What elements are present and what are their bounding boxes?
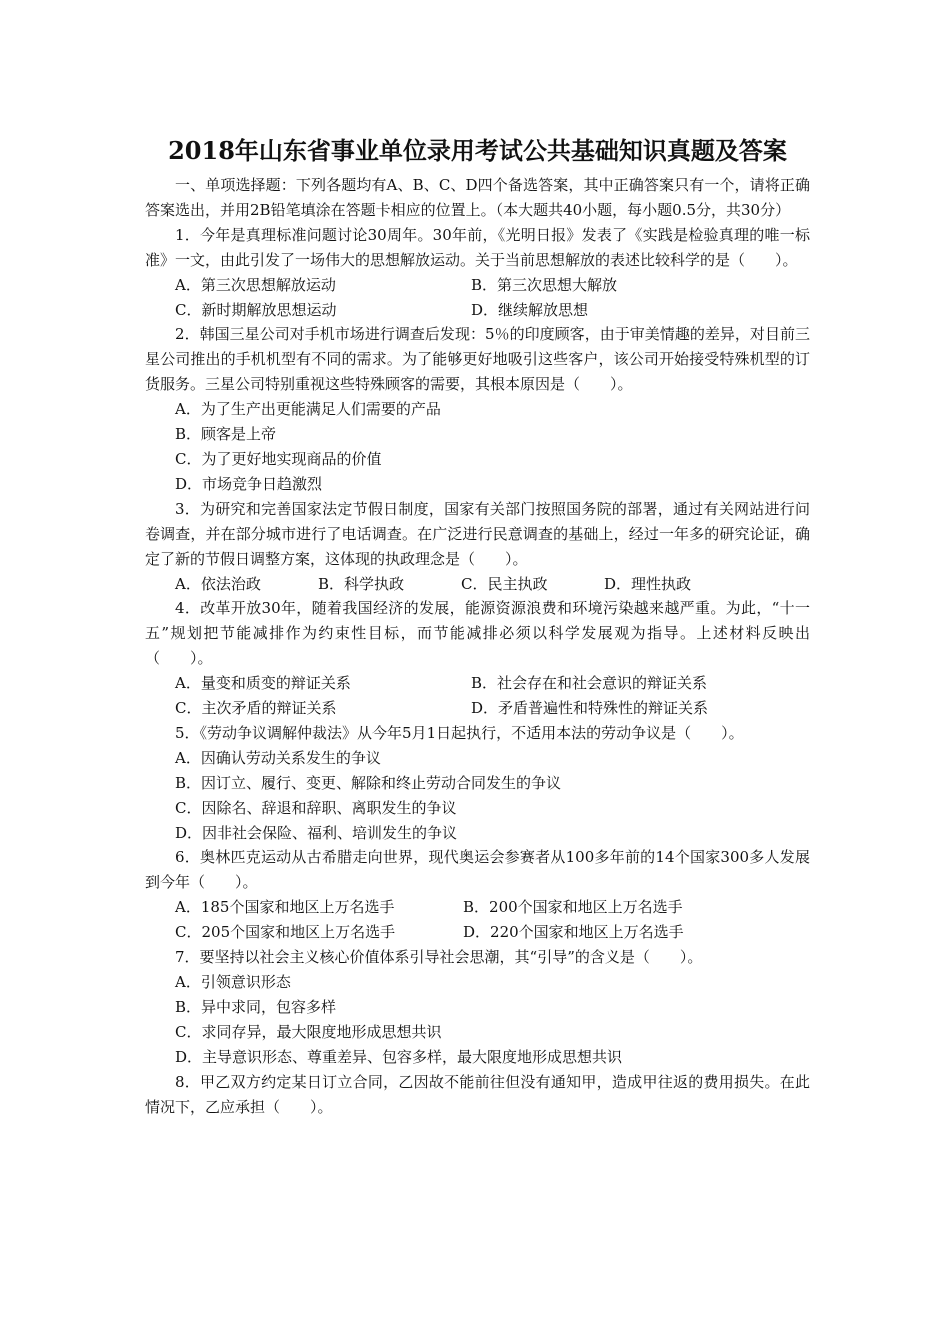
question-3-option-a: A．依法治政 <box>175 574 261 593</box>
question-3-option-c: C．民主执政 <box>461 574 548 593</box>
question-4-option-d: D．矛盾普遍性和特殊性的辩证关系 <box>471 699 709 718</box>
section-instructions: 一、单项选择题：下列各题均有A、B、C、D四个备选答案，其中正确答案只有一个，请将正确答案选出，并用2B铅笔填涂在答题卡相应的位置上。（本大题共40小题，每小题0.5分，共30分） <box>145 176 810 219</box>
question-7-option-a: A．引领意识形态 <box>175 973 291 991</box>
question-6-option-c: C．205个国家和地区上万名选手 <box>175 923 396 942</box>
question-8-stem: 8．甲乙双方约定某日订立合同，乙因故不能前往但没有通知甲，造成甲往返的费用损失。在此情况下，乙应承担（ ）。 <box>145 1072 810 1116</box>
question-5-option-b: B．因订立、履行、变更、解除和终止劳动合同发生的争议 <box>175 773 562 792</box>
question-4-options-row-1 <box>145 671 810 696</box>
question-7-option-b: B．异中求同，包容多样 <box>175 997 337 1016</box>
question-2-stem: 2．韩国三星公司对手机市场进行调查后发现：5％的印度顾客，由于审美情趣的差异，对目前三星公司推出的手机机型有不同的需求。为了能够更好地吸引这些客户，该公司开始接受特殊机型的订货服务。三星公司特别重视这些特殊顾客的需要，其根本原因是（ ）。 <box>145 325 810 394</box>
question-6-options-row-1 <box>145 895 810 920</box>
question-1-option-b: B．第三次思想大解放 <box>471 275 618 294</box>
question-3-options-row <box>145 572 810 597</box>
question-1-option-d: D．继续解放思想 <box>471 300 589 319</box>
question-4-stem: 4．改革开放30年，随着我国经济的发展，能源资源浪费和环境污染越来越严重。为此，“十一五”规划把节能减排作为约束性目标，而节能减排必须以科学发展观为指导。上述材料反映出（ ）。 <box>145 599 810 668</box>
question-2-option-d: D．市场竞争日趋激烈 <box>175 474 323 493</box>
question-1-option-a: A．第三次思想解放运动 <box>175 275 336 294</box>
question-1-options-row-2 <box>145 298 810 323</box>
question-4-option-a: A．量变和质变的辩证关系 <box>175 674 351 693</box>
question-1-options-row-1 <box>145 273 810 298</box>
question-5-stem: 5．《劳动争议调解仲裁法》从今年5月1日起执行，不适用本法的劳动争议是（ ）。 <box>175 723 744 742</box>
question-3-stem: 3．为研究和完善国家法定节假日制度，国家有关部门按照国务院的部署，通过有关网站进行问卷调查，并在部分城市进行了电话调查。在广泛进行民意调查的基础上，经过一年多的研究论证，确定了新的节假日调整方案，这体现的执政理念是（ ）。 <box>145 499 810 568</box>
question-1-stem: 1．今年是真理标准问题讨论30周年。30年前，《光明日报》发表了《实践是检验真理的唯一标准》一文，由此引发了一场伟大的思想解放运动。关于当前思想解放的表述比较科学的是（ ）。 <box>145 225 810 269</box>
question-2-option-c: C．为了更好地实现商品的价值 <box>175 449 382 468</box>
question-7-option-d: D．主导意识形态、尊重差异、包容多样，最大限度地形成思想共识 <box>175 1047 623 1066</box>
question-4-option-c: C．主次矛盾的辩证关系 <box>175 699 337 718</box>
question-2-option-b: B．顾客是上帝 <box>175 425 277 444</box>
question-2-option-a: A．为了生产出更能满足人们需要的产品 <box>175 400 441 419</box>
document-title: 2018年山东省事业单位录用考试公共基础知识真题及答案 <box>168 136 787 165</box>
question-7-option-c: C．求同存异，最大限度地形成思想共识 <box>175 1022 442 1041</box>
document-page <box>145 133 810 1119</box>
question-5-option-c: C．因除名、辞退和辞职、离职发生的争议 <box>175 798 457 817</box>
question-6-option-b: B．200个国家和地区上万名选手 <box>463 898 683 917</box>
question-6-stem: 6．奥林匹克运动从古希腊走向世界，现代奥运会参赛者从100多年前的14个国家300多人发展到今年（ ）。 <box>145 848 810 892</box>
question-6-option-d: D．220个国家和地区上万名选手 <box>463 923 684 942</box>
question-6-option-a: A．185个国家和地区上万名选手 <box>175 898 395 917</box>
question-7-stem: 7．要坚持以社会主义核心价值体系引导社会思潮，其“引导”的含义是（ ）。 <box>175 948 703 967</box>
question-5-option-a: A．因确认劳动关系发生的争议 <box>175 748 381 767</box>
question-3-option-b: B．科学执政 <box>318 574 405 593</box>
question-1-option-c: C．新时期解放思想运动 <box>175 300 337 319</box>
question-4-options-row-2 <box>145 696 810 721</box>
question-5-option-d: D．因非社会保险、福利、培训发生的争议 <box>175 823 458 842</box>
question-6-options-row-2 <box>145 920 810 945</box>
question-3-option-d: D．理性执政 <box>604 574 692 593</box>
question-4-option-b: B．社会存在和社会意识的辩证关系 <box>471 674 708 693</box>
